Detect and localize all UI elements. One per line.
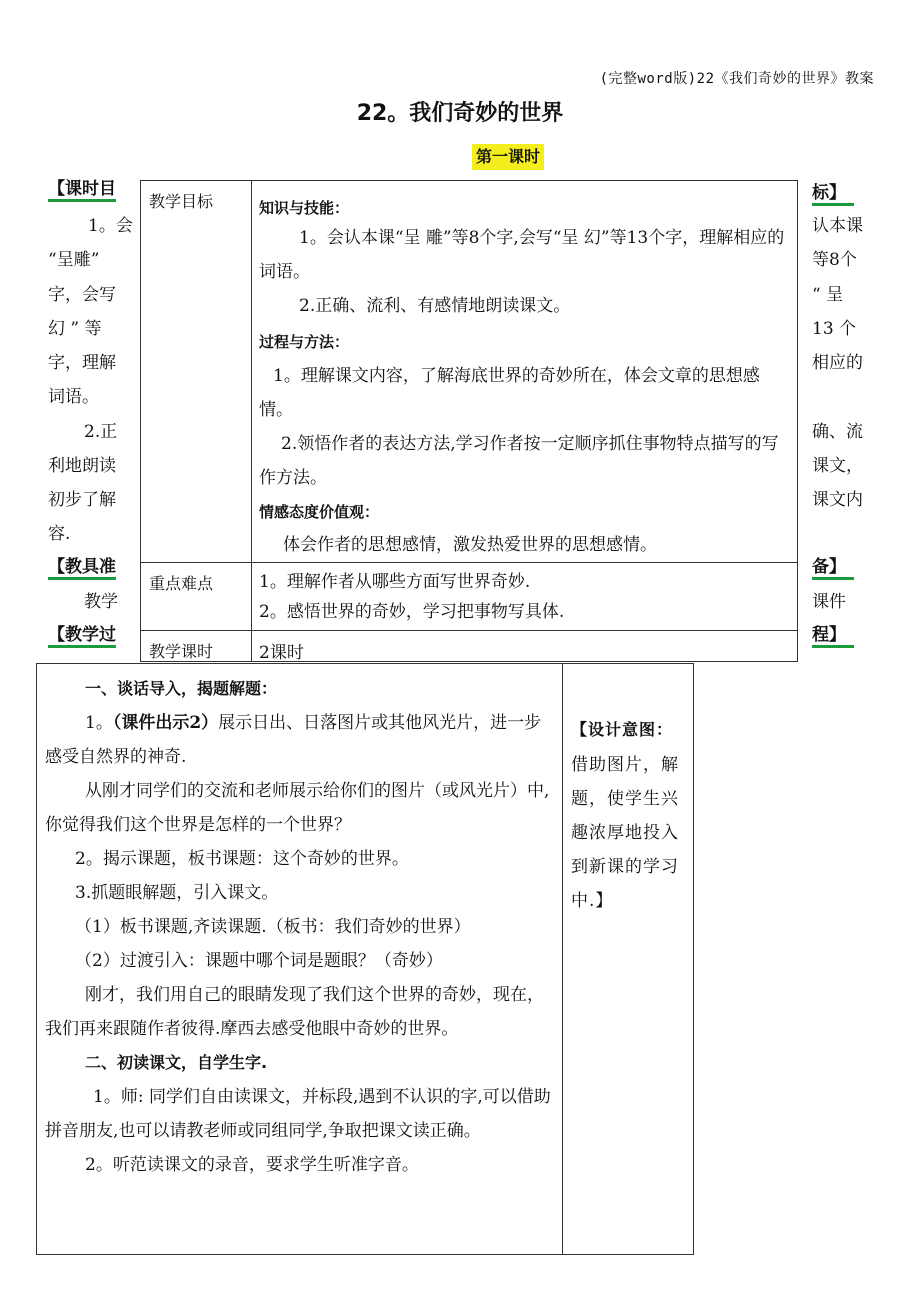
right-line: “ 呈	[812, 285, 844, 305]
paragraph: （2）过渡引入：课题中哪个词是题眼？（奇妙）	[75, 951, 443, 971]
courseware-note: （课件出示2）	[112, 713, 219, 733]
paragraph: （1）板书课题,齐读课题.（板书：我们奇妙的世界）	[75, 917, 471, 937]
left-line: 2.正	[84, 422, 118, 442]
section-title: 二、初读课文，自学生字.	[85, 1053, 268, 1072]
left-line: 容.	[48, 524, 71, 544]
knowledge-item: 1。会认本课“呈 雕”等8个字,会写“呈 幻”等13个字，理解相应的词语。	[259, 228, 785, 282]
row-head-hours: 教学课时	[149, 642, 214, 661]
paragraph: 2。听范读课文的录音，要求学生听准字音。	[85, 1155, 419, 1175]
key-point-item: 2。感悟世界的奇妙，学习把事物写具体.	[259, 602, 565, 622]
design-intent-label: 【设计意图：	[571, 720, 674, 739]
paragraph: 刚才，我们用自己的眼睛发现了我们这个世界的奇妙，现在，我们再来跟随作者彼得.摩西去感受他眼中奇妙的世界。	[45, 985, 544, 1039]
row-head-objectives: 教学目标	[149, 192, 214, 211]
row-head-key-points: 重点难点	[149, 574, 214, 593]
left-line: 初步了解	[48, 490, 116, 510]
paragraph-number: 1。	[85, 713, 113, 733]
left-line: “呈雕”	[48, 250, 100, 270]
right-line: 认本课	[812, 216, 863, 236]
left-line: 字，理解	[48, 353, 116, 373]
left-line: 字，会写	[48, 285, 116, 305]
knowledge-label: 知识与技能：	[259, 199, 350, 217]
design-intent-note	[571, 712, 689, 918]
process-item: 1。理解课文内容，了解海底世界的奇妙所在，体会文章的思想感情。	[259, 366, 760, 420]
paragraph: 3.抓题眼解题，引入课文。	[75, 883, 279, 903]
lesson-subtitle: 第一课时	[472, 144, 544, 170]
right-heading-objectives: 标】	[812, 178, 854, 206]
right-line: 13 个	[812, 319, 857, 339]
right-heading-materials: 备】	[812, 552, 854, 580]
right-line: 课文内	[812, 490, 863, 510]
right-line: 课件	[812, 592, 846, 612]
paragraph: 从刚才同学们的交流和老师展示给你们的图片（或风光片）中,你觉得我们这个世界是怎样的一个世界？	[45, 781, 550, 835]
paragraph: 1。师: 同学们自由读课文，并标段,遇到不认识的字,可以借助拼音朋友,也可以请教老师或同组同学,争取把课文读正确。	[45, 1087, 551, 1141]
paragraph	[45, 706, 557, 774]
left-line: 幻 ” 等	[48, 319, 102, 339]
knowledge-item: 2.正确、流利、有感情地朗读课文。	[299, 296, 571, 316]
process-main-content	[45, 672, 557, 1182]
left-line: 教学	[84, 592, 118, 612]
right-line: 确、流	[812, 422, 863, 442]
objectives-table	[140, 180, 798, 662]
right-heading-process: 程】	[812, 620, 854, 648]
key-points-content	[259, 567, 791, 627]
left-heading-objectives: 【课时目	[48, 174, 116, 202]
page-title: 22。我们奇妙的世界	[356, 101, 564, 126]
right-line: 课文，	[812, 456, 863, 476]
key-point-item: 1。理解作者从哪些方面写世界奇妙.	[259, 572, 531, 592]
emotion-label: 情感态度价值观：	[259, 503, 380, 521]
left-heading-process: 【教学过	[48, 620, 116, 648]
left-line: 利地朗读	[48, 456, 116, 476]
process-label: 过程与方法：	[259, 333, 350, 351]
objectives-content	[259, 195, 791, 561]
hours-value: 2课时	[259, 643, 304, 663]
left-line: 1。会	[88, 216, 133, 236]
design-intent-text: 借助图片，解题，使学生兴趣浓厚地投入到新课的学习中.】	[571, 755, 679, 911]
paragraph-text: 展示日出、日落图片或其他风光片，进一步感受自然界的神奇.	[45, 713, 542, 767]
process-table	[36, 663, 694, 1255]
left-heading-materials: 【教具准	[48, 552, 116, 580]
right-line: 等8个	[812, 250, 857, 270]
right-line: 相应的	[812, 353, 863, 373]
paragraph: 2。揭示课题，板书课题：这个奇妙的世界。	[75, 849, 409, 869]
emotion-item: 体会作者的思想感情，激发热爱世界的思想感情。	[283, 535, 657, 555]
section-title: 一、谈话导入，揭题解题：	[85, 679, 278, 698]
process-item: 2.领悟作者的表达方法,学习作者按一定顺序抓住事物特点描写的写作方法。	[259, 434, 779, 488]
left-line: 词语。	[48, 387, 99, 407]
document-header-note: (完整word版)22《我们奇妙的世界》教案	[599, 71, 874, 87]
